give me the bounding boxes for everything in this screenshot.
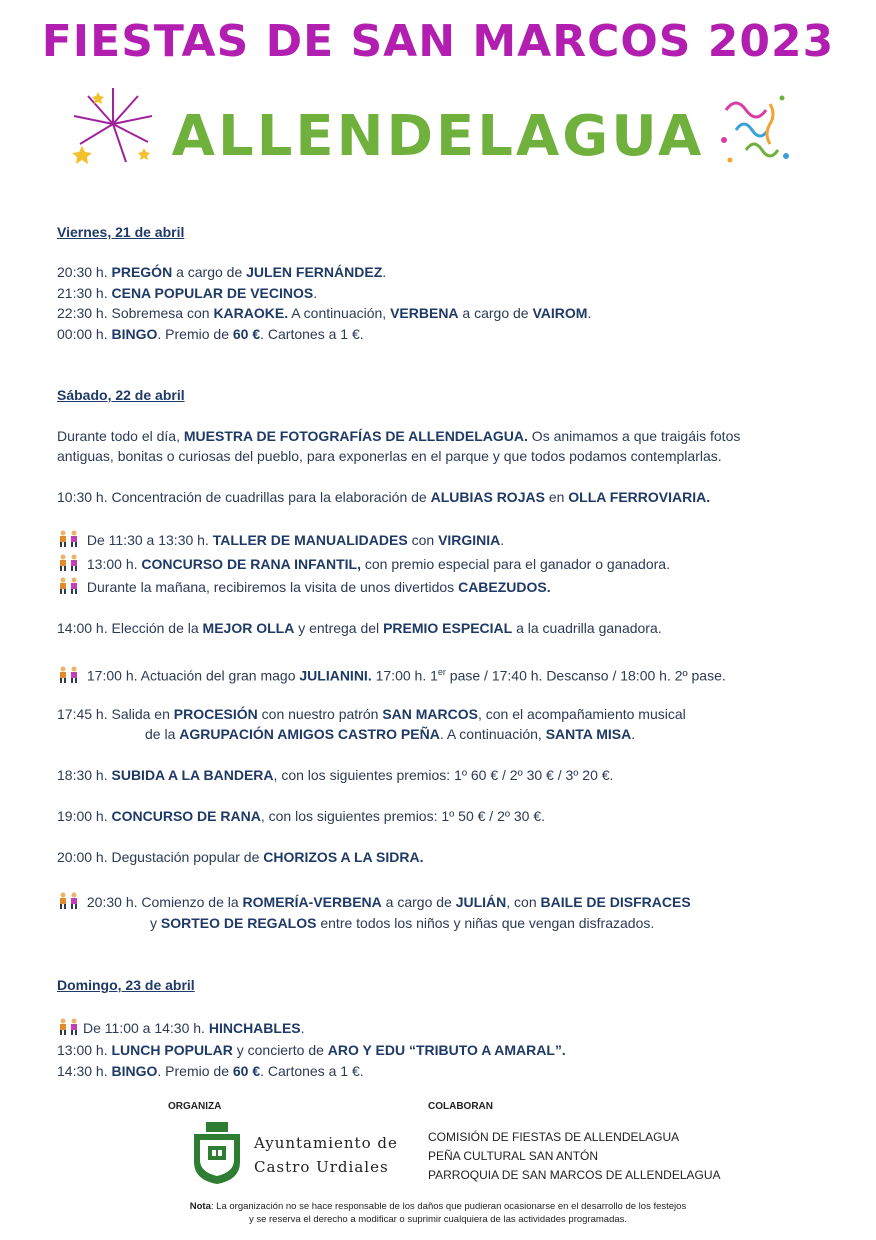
colaborador-2: PEÑA CULTURAL SAN ANTÓN <box>428 1149 599 1163</box>
kids-icon <box>57 1018 81 1036</box>
kids-icon <box>57 554 81 572</box>
kids-icon <box>57 577 81 595</box>
colaboran-label: COLABORAN <box>428 1101 493 1112</box>
castro-urdiales-crest-icon <box>190 1120 244 1186</box>
sunday-line-3: 14:30 h. BINGO. Premio de 60 €. Cartones a 1 €. <box>57 1063 364 1079</box>
day-heading-saturday: Sábado, 22 de abril <box>57 387 185 403</box>
saturday-line-3: De 11:30 a 13:30 h. TALLER DE MANUALIDADES con VIRGINIA. <box>57 530 504 550</box>
confetti-icon <box>716 90 796 170</box>
kids-icon <box>57 530 81 548</box>
saturday-line-11: 20:00 h. Degustación popular de CHORIZOS A LA SIDRA. <box>57 849 424 865</box>
saturday-line-2: 10:30 h. Concentración de cuadrillas para la elaboración de ALUBIAS ROJAS en OLLA FERROVIARIA. <box>57 489 711 505</box>
page-title: FIESTAS DE SAN MARCOS 2023 <box>41 16 835 67</box>
saturday-line-5: Durante la mañana, recibiremos la visita de unos divertidos CABEZUDOS. <box>57 577 551 597</box>
saturday-line-1: Durante todo el día, MUESTRA DE FOTOGRAFÍAS DE ALLENDELAGUA. Os animamos a que traigáis fotos <box>57 428 741 444</box>
friday-line-1: 20:30 h. PREGÓN a cargo de JULEN FERNÁNDEZ. <box>57 264 387 280</box>
ayuntamiento-line-1: Ayuntamiento de <box>254 1134 398 1152</box>
sunday-line-2: 13:00 h. LUNCH POPULAR y concierto de ARO Y EDU “TRIBUTO A AMARAL”. <box>57 1042 566 1058</box>
saturday-line-12b: y SORTEO DE REGALOS entre todos los niños y niñas que vengan disfrazados. <box>150 915 655 931</box>
kids-icon <box>57 892 81 910</box>
saturday-line-10: 19:00 h. CONCURSO DE RANA, con los siguientes premios: 1º 50 € / 2º 30 €. <box>57 808 546 824</box>
page-subtitle: ALLENDELAGUA <box>171 104 705 169</box>
saturday-line-12: 20:30 h. Comienzo de la ROMERÍA-VERBENA a cargo de JULIÁN, con BAILE DE DISFRACES <box>57 892 691 912</box>
friday-line-4: 00:00 h. BINGO. Premio de 60 €. Cartones a 1 €. <box>57 326 364 342</box>
saturday-line-8: 17:45 h. Salida en PROCESIÓN con nuestro patrón SAN MARCOS, con el acompañamiento musical <box>57 706 686 722</box>
friday-line-3: 22:30 h. Sobremesa con KARAOKE. A continuación, VERBENA a cargo de VAIROM. <box>57 305 592 321</box>
friday-line-2: 21:30 h. CENA POPULAR DE VECINOS. <box>57 285 318 301</box>
ayuntamiento-line-2: Castro Urdiales <box>254 1158 389 1176</box>
saturday-line-8b: de la AGRUPACIÓN AMIGOS CASTRO PEÑA. A continuación, SANTA MISA. <box>145 726 636 742</box>
colaborador-1: COMISIÓN DE FIESTAS DE ALLENDELAGUA <box>428 1130 680 1144</box>
kids-icon <box>57 666 81 684</box>
saturday-line-4: 13:00 h. CONCURSO DE RANA INFANTIL, con premio especial para el ganador o ganadora. <box>57 554 670 574</box>
sunday-line-1: De 11:00 a 14:30 h. HINCHABLES. <box>57 1018 305 1038</box>
disclaimer-line-2: y se reserva el derecho a modificar o suprimir cualquiera de las actividades programadas. <box>248 1214 628 1225</box>
saturday-line-6: 14:00 h. Elección de la MEJOR OLLA y entrega del PREMIO ESPECIAL a la cuadrilla ganadora. <box>57 620 662 636</box>
saturday-line-9: 18:30 h. SUBIDA A LA BANDERA, con los siguientes premios: 1º 60 € / 2º 30 € / 3º 20 €. <box>57 767 614 783</box>
disclaimer-line-1: Nota: La organización no se hace responsable de los daños que pudieran ocasionarse en el desarrollo de los festejos <box>189 1201 687 1212</box>
colaborador-3: PARROQUIA DE SAN MARCOS DE ALLENDELAGUA <box>428 1168 721 1182</box>
day-heading-sunday: Domingo, 23 de abril <box>57 977 195 993</box>
saturday-line-7: 17:00 h. Actuación del gran mago JULIANINI. 17:00 h. 1er pase / 17:40 h. Descanso / 18:00 h. 2º pase. <box>57 662 726 686</box>
organiza-label: ORGANIZA <box>168 1101 222 1112</box>
saturday-line-1b: antiguas, bonitas o curiosas del pueblo, para exponerlas en el parque y que todos podamos contemplarlas. <box>57 448 722 464</box>
day-heading-friday: Viernes, 21 de abril <box>57 224 185 240</box>
